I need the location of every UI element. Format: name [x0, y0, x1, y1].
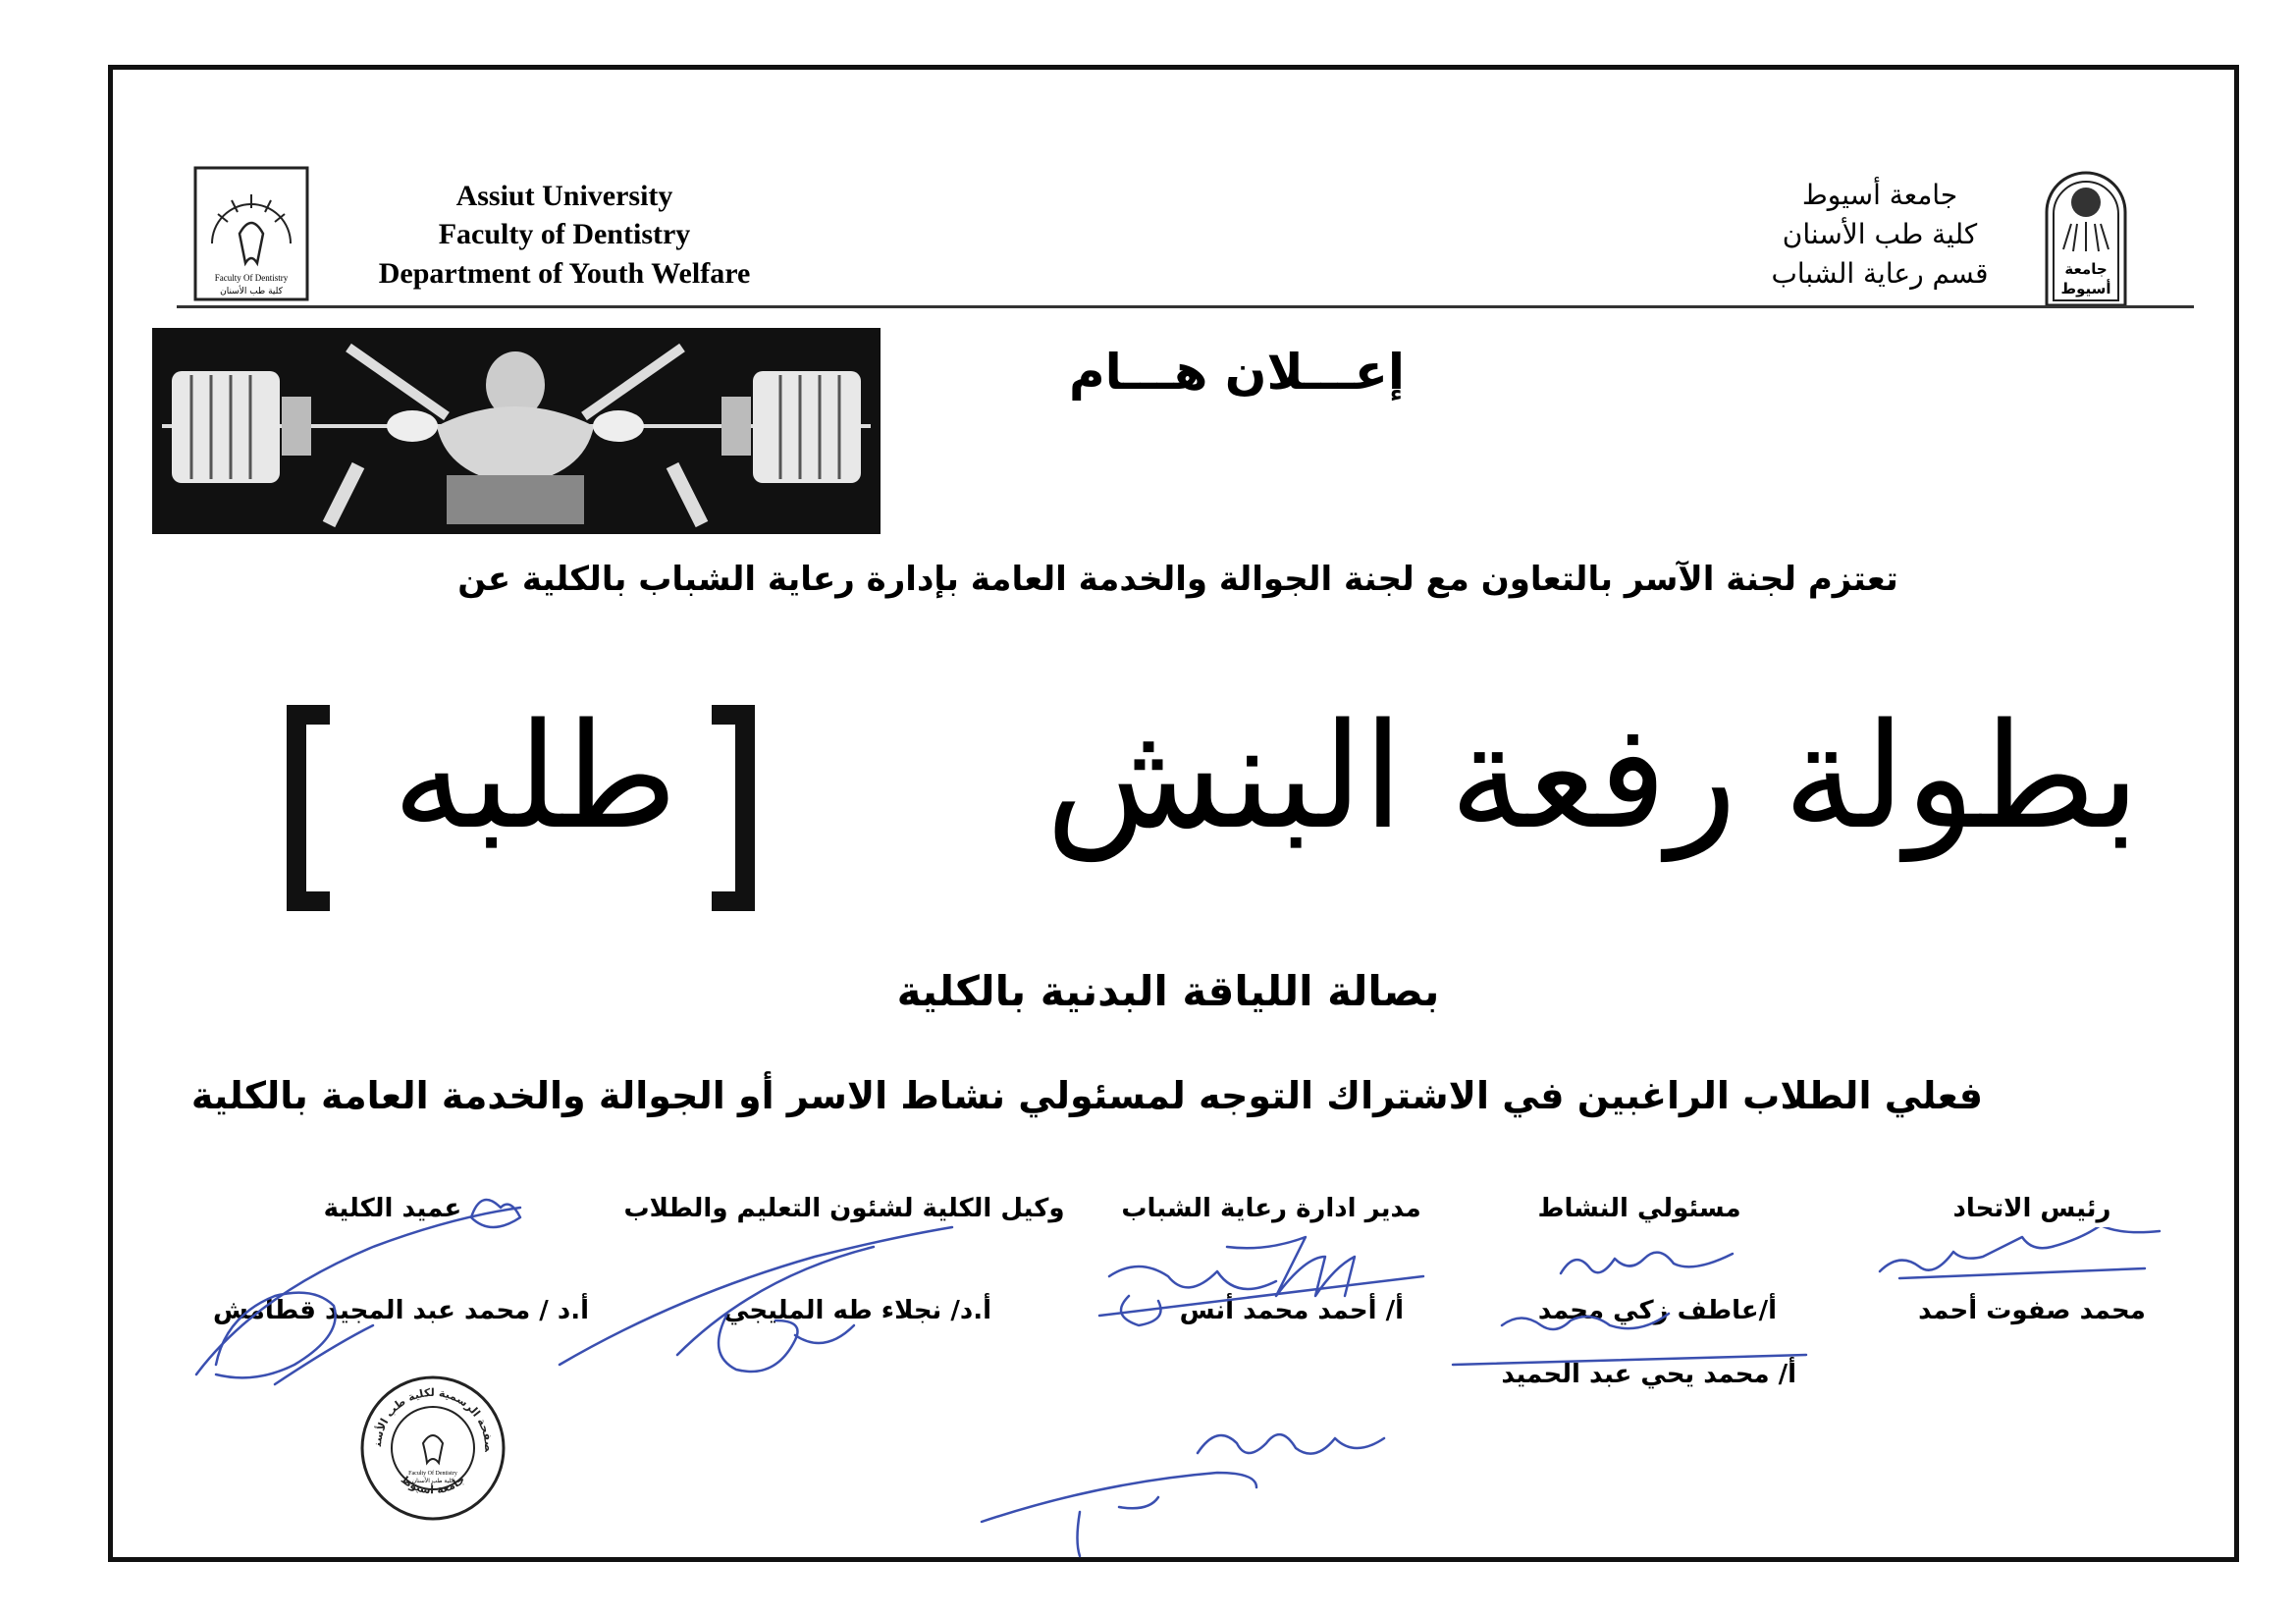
- signatory-title-activity-officers: مسئولي النشاط: [1537, 1194, 1741, 1223]
- signatory-name-activity-officer-2: أ/ محمد يحي عبد الحميد: [1501, 1360, 1796, 1389]
- university-logo: [2042, 163, 2130, 308]
- logo-text-assiut: أسيوط: [2060, 280, 2111, 297]
- bench-press-illustration: [152, 328, 881, 534]
- logo-text-jamia: جامعة: [2064, 260, 2108, 278]
- logo-text-en: Faculty Of Dentistry: [214, 273, 289, 283]
- event-title: بطولة رفعة البنش: [1045, 692, 2140, 861]
- event-tag: طلبه: [392, 692, 678, 861]
- call-to-action: فعلي الطلاب الراغبين في الاشتراك التوجه لمسئولي نشاط الاسر أو الجوالة والخدمة العامة بالكلية: [190, 1074, 1983, 1117]
- stamp-inner-en: Faculty Of Dentistry: [408, 1471, 457, 1477]
- signature-activity-officer-2: [1443, 1306, 1836, 1384]
- signatory-name-activity-officer-1: أ/عاطف زكي محمد: [1537, 1296, 1777, 1325]
- header-ar-faculty: كلية طب الأسنان: [1782, 218, 1978, 250]
- signatory-name-union-president: محمد صفوت أحمد: [1918, 1296, 2146, 1325]
- logo-text-ar: كلية طب الأسنان: [220, 287, 283, 296]
- signatory-name-youth-director: أ/ أحمد محمد أنس: [1179, 1296, 1404, 1325]
- svg-text:الصفحة الرسمية لكلية طب الأسنا: [359, 1374, 495, 1452]
- signature-union-president: [1870, 1227, 2184, 1296]
- signature-vice-dean: [550, 1208, 962, 1394]
- stamp-inner-ar: كلية طب الأسنان: [411, 1478, 454, 1484]
- venue-text: بصالة اللياقة البدنية بالكلية: [896, 967, 1440, 1015]
- stamp-outer-text: صفحة الرسمية لكلية طب الأسنان: [371, 1385, 496, 1453]
- bracket-close: [287, 705, 330, 911]
- signatory-title-dean: عميد الكلية: [323, 1194, 462, 1223]
- signature-receipt-note: [972, 1414, 1482, 1561]
- header-ar-university: جامعة أسيوط: [1801, 179, 1958, 211]
- intro-text: تعتزم لجنة الآسر بالتعاون مع لجنة الجوالة والخدمة العامة بإدارة رعاية الشباب بالكلية عن: [457, 560, 1898, 599]
- signatory-title-union-president: رئيس الاتحاد: [1952, 1194, 2111, 1223]
- stamp-bottom-text: جامعة أسيوط: [398, 1473, 468, 1497]
- header-en-faculty: Faculty of Dentistry: [438, 218, 691, 250]
- faculty-logo: [192, 165, 310, 302]
- signatory-name-dean: أ.د / محمد عبد المجيد قطامش: [212, 1296, 589, 1325]
- signatory-name-vice-dean: أ.د/ نجلاء طه المليجي: [723, 1296, 991, 1325]
- signature-youth-director: [1090, 1217, 1443, 1345]
- announcement-title: إعـــلان هـــام: [1069, 344, 1405, 401]
- header-divider: [177, 305, 2194, 308]
- bracket-open: [712, 705, 755, 911]
- header-ar-department: قسم رعاية الشباب: [1771, 257, 1989, 290]
- signatory-title-vice-dean: وكيل الكلية لشئون التعليم والطلاب: [623, 1194, 1065, 1223]
- signature-dean: [177, 1178, 550, 1404]
- official-stamp: [359, 1374, 507, 1522]
- header-en-department: Department of Youth Welfare: [378, 257, 751, 290]
- signatory-title-youth-director: مدير ادارة رعاية الشباب: [1121, 1194, 1421, 1223]
- header-en-university: Assiut University: [455, 180, 673, 212]
- signature-activity-officer-1: [1551, 1239, 1747, 1288]
